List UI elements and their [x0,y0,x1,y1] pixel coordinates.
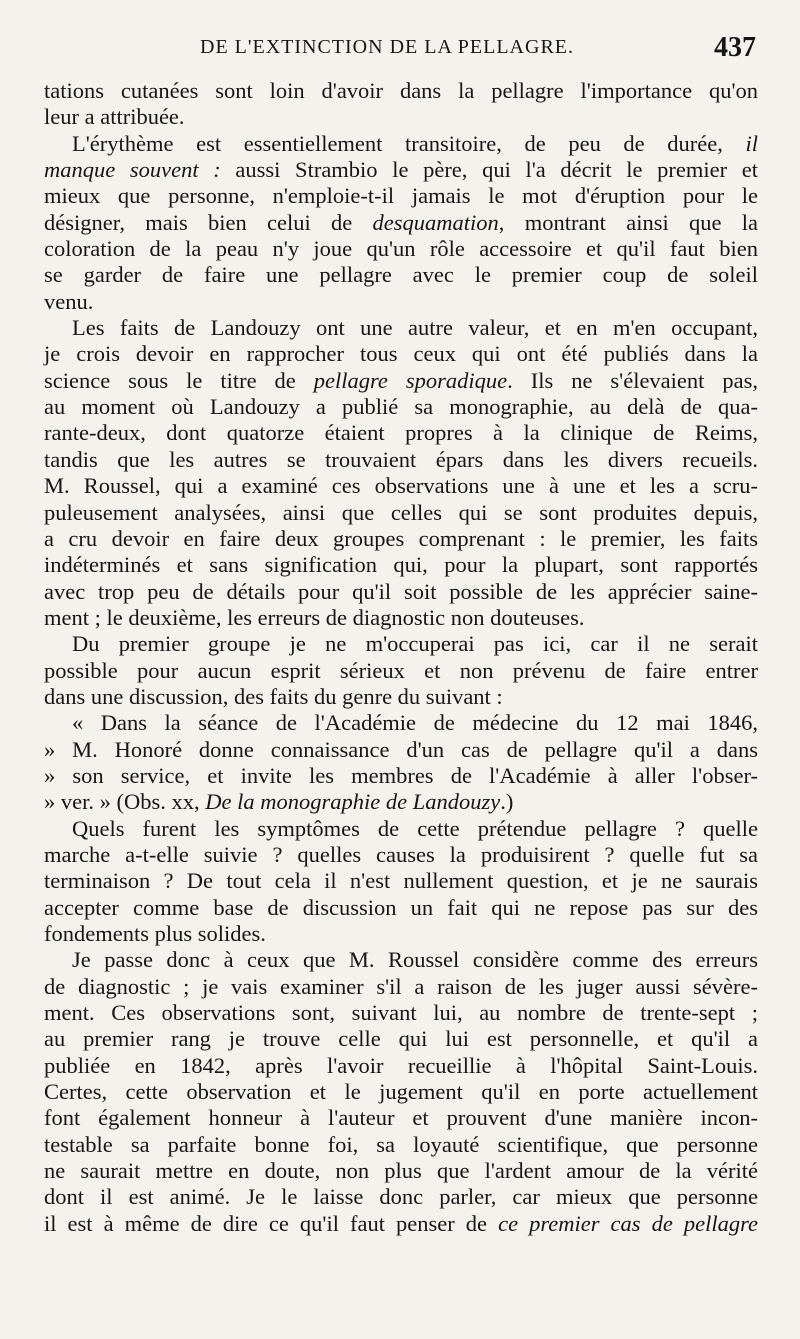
text-run: fondements plus solides. [44,921,266,946]
text-line [44,289,758,315]
text-line [44,394,758,420]
text-line [44,658,758,684]
text-line [44,236,758,262]
text-line [44,131,758,157]
text-run: tandis que les autres se trouvaient épars dans les divers recueils. [44,446,758,472]
text-line [44,1184,758,1210]
text-run: ment ; le deuxième, les erreurs de diagnostic non douteuses. [44,604,585,630]
text-run: Du premier groupe je ne m'occuperai pas ici, car il ne serait [72,631,758,657]
text-line [44,816,758,842]
italic-text: pellagre sporadique [313,367,508,393]
text-line [44,895,758,921]
text-run: possible pour aucun esprit sérieux et non prévenu de faire entrer [44,657,758,683]
text-run: avec trop peu de détails pour qu'il soit possible de les apprécier saine- [44,578,758,604]
text-line [44,1132,758,1158]
text-run: leur a attribuée. [44,104,185,130]
text-line [44,974,758,1000]
text-line [44,420,758,446]
text-run: puleusement analysées, ainsi que celles qui se sont produites depuis, [44,499,758,525]
text-run: » M. Honoré donne connaissance d'un cas de pellagre qu'il a dans [44,736,758,762]
text-run: M. Roussel, qui a examiné ces observations une à une et les a scru- [44,473,758,499]
text-run: dont il est animé. Je le laisse donc parler, car mieux que personne [44,1184,758,1210]
text-run: .) [500,789,514,815]
text-line [44,526,758,552]
italic-text: manque souvent : [44,157,221,183]
text-run: L'érythème est essentiellement transitoire, de peu de durée, [72,130,746,156]
text-line [44,210,758,236]
text-run: Je passe donc à ceux que M. Roussel considère comme des erreurs [72,947,758,973]
running-title: DE L'EXTINCTION DE LA PELLAGRE. [200,36,574,58]
text-run: rante-deux, dont quatorze étaient propres à la clinique de Reims, [44,420,758,446]
text-run: dans une discussion, des faits du genre du suivant : [44,683,503,709]
text-run: . Ils ne s'élevaient pas, [507,367,758,393]
text-run: ment. Ces observations sont, suivant lui, au nombre de trente-sept ; [44,1000,758,1026]
text-run: se garder de faire une pellagre avec le premier coup de soleil [44,262,758,288]
text-line [44,315,758,341]
text-line [44,1158,758,1184]
page-number: 437 [714,32,756,63]
text-run: je crois devoir en rapprocher tous ceux qui ont été publiés dans la [44,341,758,367]
text-line [44,921,758,947]
text-line [44,684,758,710]
text-run: Les faits de Landouzy ont une autre valeur, et en m'en occupant, [72,315,758,341]
text-line [44,157,758,183]
text-line [44,447,758,473]
italic-text: De la monographie de Landouzy [205,789,501,815]
text-line [44,552,758,578]
text-line [44,868,758,894]
text-line [44,947,758,973]
text-run: indéterminés et sans signification qui, pour la plupart, sont rapportés [44,552,758,578]
text-run: tations cutanées sont loin d'avoir dans la pellagre l'importance qu'on [44,78,758,103]
text-run: « Dans la séance de l'Académie de médecine du 12 mai 1846, [72,710,758,736]
text-run: au premier rang je trouve celle qui lui est personnelle, et qu'il a [44,1026,758,1052]
text-line [44,1105,758,1131]
text-line [44,341,758,367]
text-line [44,500,758,526]
text-line [44,473,758,499]
text-line [44,737,758,763]
text-run: désigner, mais bien celui de [44,209,373,235]
text-line [44,78,758,104]
text-run: Certes, cette observation et le jugement qu'il en porte actuellement [44,1079,758,1105]
text-line [44,1026,758,1052]
italic-text: il [745,130,758,156]
text-line [44,763,758,789]
text-line [44,579,758,605]
text-run: font également honneur à l'auteur et prouvent d'une manière incon- [44,1105,758,1131]
text-run: accepter comme base de discussion un fait qui ne repose pas sur des [44,894,758,920]
text-line [44,605,758,631]
italic-text: desquamation [372,209,499,235]
text-run: mieux que personne, n'emploie-t-il jamais le mot d'éruption pour le [44,183,758,209]
body-text [44,78,758,1237]
running-head [40,32,756,76]
text-line [44,1079,758,1105]
text-line [44,1000,758,1026]
text-line [44,183,758,209]
text-run: Quels furent les symptômes de cette prétendue pellagre ? quelle [72,815,758,841]
text-run: coloration de la peau n'y joue qu'un rôle accessoire et qu'il faut bien [44,236,758,262]
text-line [44,1211,758,1237]
text-line [44,368,758,394]
text-run: testable sa parfaite bonne foi, sa loyauté scientifique, que personne [44,1131,758,1157]
text-run: science sous le titre de [44,367,314,393]
text-run: ne saurait mettre en doute, non plus que l'ardent amour de la vérité [44,1158,758,1184]
text-line [44,262,758,288]
text-run: de diagnostic ; je vais examiner s'il a raison de les juger aussi sévère- [44,973,758,999]
text-run: , montrant ainsi que la [498,209,758,235]
text-run: publiée en 1842, après l'avoir recueillie à l'hôpital Saint-Louis. [44,1052,758,1078]
text-run: marche a-t-elle suivie ? quelles causes la produisirent ? quelle fut sa [44,841,758,867]
text-line [44,842,758,868]
text-run: » ver. » (Obs. xx, [44,789,206,815]
text-run: il est à même de dire ce qu'il faut penser de [44,1210,499,1236]
text-line [44,710,758,736]
text-line [44,104,758,130]
text-run: venu. [44,288,94,314]
text-run: a cru devoir en faire deux groupes comprenant : le premier, les faits [44,525,758,551]
text-run: aussi Strambio le père, qui l'a décrit le premier et [220,157,758,183]
text-run: au moment où Landouzy a publié sa monographie, au delà de qua- [44,394,758,420]
italic-text: ce premier cas de pellagre [498,1210,759,1236]
text-run: terminaison ? De tout cela il n'est nullement question, et je ne saurais [44,868,758,894]
text-run: » son service, et invite les membres de l'Académie à aller l'obser- [44,762,758,788]
text-line [44,789,758,815]
text-line [44,1053,758,1079]
text-line [44,631,758,657]
